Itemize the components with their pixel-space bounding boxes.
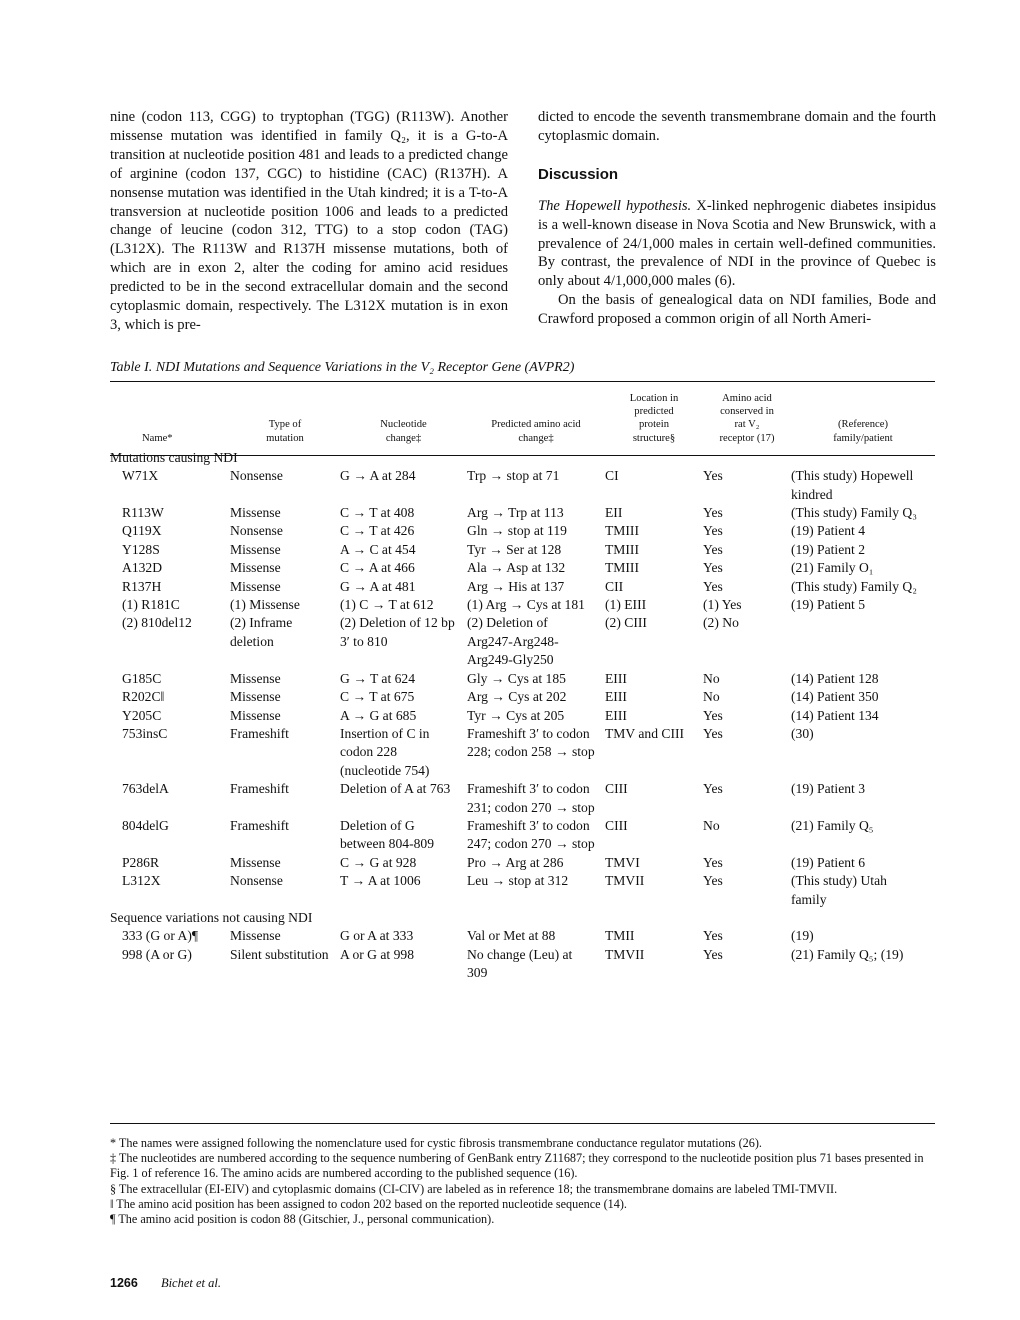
cell-name: 763delA bbox=[122, 781, 169, 797]
cell-cons: Yes bbox=[703, 873, 723, 889]
cell-cons: Yes bbox=[703, 578, 723, 594]
cell-nuc: Insertion of C in codon 228 (nucleotide 754) bbox=[340, 725, 430, 778]
table-header-row bbox=[110, 392, 935, 449]
cell-loc: TMV and CIII bbox=[605, 725, 685, 741]
cell-name: R202C‖ bbox=[122, 689, 165, 705]
table-row bbox=[110, 688, 935, 706]
table-row bbox=[110, 559, 935, 577]
table-row bbox=[110, 780, 935, 817]
cell-ref: (19) Patient 5 bbox=[791, 597, 865, 613]
cell-nuc: C → T at 408 bbox=[340, 505, 415, 521]
cell-loc: TMVII bbox=[605, 873, 645, 889]
cell-cons: No bbox=[703, 689, 720, 705]
cell-nuc: (2) Deletion of 12 bp 3′ to 810 bbox=[340, 615, 455, 649]
cell-ref: (19) bbox=[791, 928, 814, 944]
cell-nuc: A → G at 685 bbox=[340, 707, 417, 723]
cell-type: Nonsense bbox=[230, 523, 283, 539]
cell-loc: CI bbox=[605, 468, 619, 484]
cell-loc: EIII bbox=[605, 670, 627, 686]
cell-loc: TMIII bbox=[605, 523, 639, 539]
table-row bbox=[110, 854, 935, 872]
cell-cons: No bbox=[703, 817, 720, 833]
cell-cons: Yes bbox=[703, 725, 723, 741]
cell-nuc: G → T at 624 bbox=[340, 670, 416, 686]
footnote: ¶ The amino acid position is codon 88 (Gitschier, J., personal communication). bbox=[110, 1212, 495, 1227]
cell-aa: Frameshift 3′ to codon 247; codon 270 → stop bbox=[467, 817, 595, 852]
footnote: ‡ The nucleotides are numbered according to the sequence numbering of GenBank entry Z11687; they correspond to the nucleotide position plus 71 bases presented in Fig. 1 of reference 16. The amino acids are numbered according to the published sequence (16). bbox=[110, 1151, 924, 1181]
cell-ref: (19) Patient 3 bbox=[791, 781, 865, 797]
footnote: ‖ The amino acid position has been assigned to codon 202 based on the reported nucleotide sequence (14). bbox=[110, 1196, 627, 1211]
cell-nuc: Deletion of A at 763 bbox=[340, 781, 451, 797]
cell-ref: (14) Patient 350 bbox=[791, 689, 879, 705]
cell-nuc: C → T at 675 bbox=[340, 689, 415, 705]
cell-name: R113W bbox=[122, 505, 164, 521]
col-header-type: Type of mutation bbox=[266, 419, 304, 444]
cell-cons: (2) No bbox=[703, 615, 739, 631]
cell-aa: Ala → Asp at 132 bbox=[467, 560, 566, 576]
cell-ref: (14) Patient 128 bbox=[791, 670, 879, 686]
cell-ref: (21) Family Q₅; (19) bbox=[791, 946, 904, 962]
cell-type: Nonsense bbox=[230, 873, 283, 889]
table-group-row bbox=[110, 449, 935, 467]
table-bottom-rule bbox=[110, 1123, 935, 1124]
table-row bbox=[110, 596, 935, 614]
cell-ref: (This study) Hopewell kindred bbox=[791, 468, 914, 502]
cell-ref: (This study) Family Q₂ bbox=[791, 578, 917, 594]
table-row bbox=[110, 872, 935, 909]
cell-type: Missense bbox=[230, 707, 281, 723]
cell-type: Missense bbox=[230, 578, 281, 594]
cell-type: Silent substitution bbox=[230, 946, 329, 962]
cell-loc: CII bbox=[605, 578, 624, 594]
cell-ref: (21) Family O₁ bbox=[791, 560, 874, 576]
cell-nuc: T → A at 1006 bbox=[340, 873, 421, 889]
cell-loc: TMIII bbox=[605, 541, 639, 557]
body-paragraph: nine (codon 113, CGG) to tryptophan (TGG) (R113W). Another missense mutation was identified in family Q₂, it is a G-to-A transition at nucleotide position 481 and leads to a predicted change of arginine (codon 137, CGC) to histidine (CAC) (R137H). A nonsense mutation was identified in the Utah kindred; it is a T-to-A transversion at nucleotide position 1006 and leads to a predicted change of leucine (codon 312, TTG) to a stop codon (TAG) (L312X). The R113W and R137H missense mutations, both of which are in exon 2, alter the coding for amino acid residues predicted to be in the second extracellular domain and the second cytoplasmic domain, respectively. The L312X mutation is in exon 3, which is pre- bbox=[110, 109, 508, 333]
col-header-location: Location in predicted protein structure§ bbox=[629, 393, 679, 444]
cell-nuc: Deletion of G between 804-809 bbox=[340, 817, 434, 852]
run-in-heading: The Hopewell hypothesis. bbox=[538, 197, 692, 214]
cell-name: 998 (A or G) bbox=[122, 946, 192, 962]
cell-nuc: C → G at 928 bbox=[340, 854, 417, 870]
cell-name: Y205C bbox=[122, 707, 162, 723]
body-paragraph: On the basis of genealogical data on NDI families, Bode and Crawford proposed a common origin of all North Ameri- bbox=[538, 292, 936, 328]
cell-ref: (This study) Utah family bbox=[791, 873, 887, 907]
col-header-nucleotide: Nucleotide change‡ bbox=[380, 419, 427, 444]
table-row bbox=[110, 946, 935, 983]
cell-type: Missense bbox=[230, 560, 281, 576]
cell-name: G185C bbox=[122, 670, 162, 686]
cell-ref: (19) Patient 2 bbox=[791, 541, 865, 557]
mutation-table bbox=[110, 392, 935, 983]
cell-type: Missense bbox=[230, 541, 281, 557]
cell-aa: No change (Leu) at 309 bbox=[467, 946, 573, 981]
table-top-rule bbox=[110, 381, 935, 382]
section-heading: Discussion bbox=[538, 165, 619, 183]
cell-aa: Val or Met at 88 bbox=[467, 928, 556, 944]
col-header-conserved: Amino acid conserved in rat V₂ receptor (17) bbox=[719, 393, 775, 444]
table-row bbox=[110, 467, 935, 504]
cell-cons: Yes bbox=[703, 505, 723, 521]
table-row bbox=[110, 817, 935, 854]
footnote: § The extracellular (EI-EIV) and cytoplasmic domains (CI-CIV) are labeled as in reference 18; the transmembrane domains are labeled TMI-TMVII. bbox=[110, 1181, 838, 1196]
cell-ref: (21) Family Q₅ bbox=[791, 817, 874, 833]
cell-nuc: G → A at 284 bbox=[340, 468, 416, 484]
group-label: Sequence variations not causing NDI bbox=[110, 909, 313, 925]
running-authors: Bichet et al. bbox=[160, 1276, 221, 1290]
cell-nuc: G → A at 481 bbox=[340, 578, 416, 594]
cell-loc: TMVI bbox=[605, 854, 640, 870]
cell-aa: Frameshift 3′ to codon 228; codon 258 → stop bbox=[467, 725, 595, 760]
cell-cons: Yes bbox=[703, 541, 723, 557]
cell-aa: Pro → Arg at 286 bbox=[467, 854, 564, 870]
cell-loc: CIII bbox=[605, 817, 628, 833]
cell-cons: Yes bbox=[703, 468, 723, 484]
cell-aa: Trp → stop at 71 bbox=[467, 468, 560, 484]
footnotes bbox=[110, 1136, 940, 1227]
table-group-row bbox=[110, 909, 935, 927]
cell-aa: Tyr → Ser at 128 bbox=[467, 541, 562, 557]
body-paragraph bbox=[538, 197, 936, 292]
col-header-amino-acid: Predicted amino acid change‡ bbox=[491, 419, 581, 444]
cell-type: (1) Missense bbox=[230, 597, 300, 613]
cell-name: (1) R181C bbox=[122, 597, 180, 613]
cell-ref: (This study) Family Q₃ bbox=[791, 505, 917, 521]
cell-ref bbox=[791, 614, 935, 669]
table-row bbox=[110, 927, 935, 945]
cell-loc: (1) EIII bbox=[605, 597, 647, 613]
cell-type: (2) Inframe deletion bbox=[230, 615, 293, 649]
cell-loc: CIII bbox=[605, 781, 628, 797]
cell-loc: TMVII bbox=[605, 946, 645, 962]
cell-ref: (14) Patient 134 bbox=[791, 707, 879, 723]
cell-type: Frameshift bbox=[230, 781, 289, 797]
cell-aa: Leu → stop at 312 bbox=[467, 873, 569, 889]
cell-loc: EII bbox=[605, 505, 623, 521]
cell-aa: (2) Deletion of Arg247-Arg248-Arg249-Gly250 bbox=[467, 615, 559, 668]
table-caption: Table I. NDI Mutations and Sequence Variations in the V₂ Receptor Gene (AVPR2) bbox=[110, 360, 575, 375]
cell-name: Y128S bbox=[122, 541, 160, 557]
cell-aa: (1) Arg → Cys at 181 bbox=[467, 597, 585, 613]
cell-aa: Arg → Trp at 113 bbox=[467, 505, 564, 521]
cell-name: A132D bbox=[122, 560, 163, 576]
cell-type: Missense bbox=[230, 505, 281, 521]
table-row bbox=[110, 670, 935, 688]
cell-name: Q119X bbox=[122, 523, 162, 539]
page-footer bbox=[110, 1276, 221, 1291]
cell-loc: TMIII bbox=[605, 560, 639, 576]
table-row bbox=[110, 541, 935, 559]
cell-aa: Gln → stop at 119 bbox=[467, 523, 567, 539]
cell-cons: Yes bbox=[703, 781, 723, 797]
cell-type: Missense bbox=[230, 854, 281, 870]
cell-loc: TMII bbox=[605, 928, 635, 944]
cell-name: (2) 810del12 bbox=[122, 615, 192, 631]
cell-loc: EIII bbox=[605, 689, 627, 705]
cell-nuc: (1) C → T at 612 bbox=[340, 597, 434, 613]
cell-aa: Arg → His at 137 bbox=[467, 578, 565, 594]
table-row bbox=[110, 725, 935, 780]
cell-ref: (19) Patient 6 bbox=[791, 854, 865, 870]
cell-ref: (19) Patient 4 bbox=[791, 523, 865, 539]
cell-name: 804delG bbox=[122, 817, 169, 833]
cell-nuc: A or G at 998 bbox=[340, 946, 415, 962]
cell-type: Frameshift bbox=[230, 817, 289, 833]
col-header-reference: (Reference) family/patient bbox=[833, 419, 893, 444]
cell-cons: Yes bbox=[703, 928, 723, 944]
cell-loc: (2) CIII bbox=[605, 615, 647, 631]
cell-aa: Arg → Cys at 202 bbox=[467, 689, 567, 705]
cell-cons: Yes bbox=[703, 560, 723, 576]
cell-cons: Yes bbox=[703, 946, 723, 962]
body-text: X-linked nephrogenic diabetes insipidus is a well-known disease in Nova Scotia and New Brunswick, with a prevalence of 24/1,000 males in certain well-defined communities. By contrast, the prevalence of NDI in the province of Quebec is only about 4/1,000,000 males (6). bbox=[538, 197, 936, 290]
cell-nuc: C → A at 466 bbox=[340, 560, 415, 576]
cell-cons: (1) Yes bbox=[703, 597, 742, 613]
cell-type: Missense bbox=[230, 670, 281, 686]
cell-cons: Yes bbox=[703, 854, 723, 870]
cell-aa: Frameshift 3′ to codon 231; codon 270 → stop bbox=[467, 781, 595, 815]
cell-nuc: A → C at 454 bbox=[340, 541, 416, 557]
cell-aa: Tyr → Cys at 205 bbox=[467, 707, 565, 723]
table-row bbox=[110, 578, 935, 596]
table-row bbox=[110, 504, 935, 522]
footnote: * The names were assigned following the nomenclature used for cystic fibrosis transmembrane conductance regulator mutations (26). bbox=[110, 1136, 762, 1150]
cell-cons: No bbox=[703, 670, 720, 686]
cell-cons: Yes bbox=[703, 523, 723, 539]
cell-nuc: C → T at 426 bbox=[340, 523, 415, 539]
cell-name: 333 (G or A)¶ bbox=[122, 928, 199, 944]
cell-name: L312X bbox=[122, 873, 161, 889]
table-row bbox=[110, 707, 935, 725]
cell-name: W71X bbox=[122, 468, 159, 484]
cell-aa: Gly → Cys at 185 bbox=[467, 670, 566, 686]
group-label: Mutations causing NDI bbox=[110, 449, 238, 465]
cell-name: 753insC bbox=[122, 725, 168, 741]
cell-cons: Yes bbox=[703, 707, 723, 723]
right-column bbox=[538, 108, 936, 329]
page-number: 1266 bbox=[110, 1276, 138, 1290]
left-column bbox=[110, 108, 508, 335]
table-row bbox=[110, 522, 935, 540]
body-paragraph: dicted to encode the seventh transmembrane domain and the fourth cytoplasmic domain. bbox=[538, 109, 936, 144]
col-header-name: Name* bbox=[142, 432, 173, 444]
cell-name: R137H bbox=[122, 578, 162, 594]
cell-type: Frameshift bbox=[230, 725, 289, 741]
cell-type: Missense bbox=[230, 689, 281, 705]
table-row bbox=[110, 614, 935, 669]
cell-type: Missense bbox=[230, 928, 281, 944]
cell-nuc: G or A at 333 bbox=[340, 928, 414, 944]
cell-name: P286R bbox=[122, 854, 160, 870]
cell-ref: (30) bbox=[791, 725, 814, 741]
cell-type: Nonsense bbox=[230, 468, 283, 484]
cell-loc: EIII bbox=[605, 707, 627, 723]
